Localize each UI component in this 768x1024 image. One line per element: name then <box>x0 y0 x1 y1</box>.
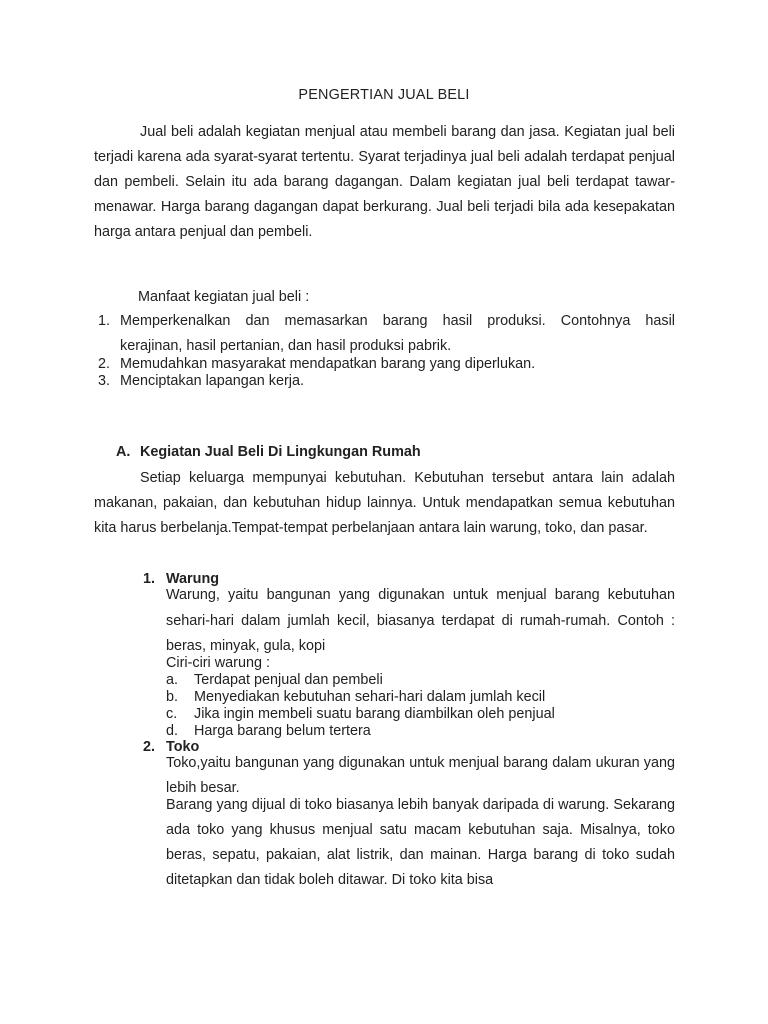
manfaat-item-1-number: 1. <box>98 313 111 329</box>
manfaat-item-2-number: 2. <box>98 356 111 372</box>
intro-text: Jual beli adalah kegiatan menjual atau membeli barang dan jasa. Kegiatan jual beli terjadi karena ada syarat-syarat tertentu. Syarat terjadinya jual beli adalah terdapat penjual dan pembeli. Selain itu ada barang dagangan. Dalam kegiatan jual beli terdapat tawar-menawar. Harga barang dagangan dapat berkurang. Jual beli terjadi bila ada kesepakatan harga antara penjual dan pembeli. <box>94 124 675 240</box>
warung-ciri-heading: Ciri-ciri warung : <box>166 655 270 671</box>
section-a-heading: Kegiatan Jual Beli Di Lingkungan Rumah <box>140 444 421 460</box>
warung-ciri-a-text: Terdapat penjual dan pembeli <box>194 672 383 688</box>
warung-ciri-c-text: Jika ingin membeli suatu barang diambilkan oleh penjual <box>194 706 555 722</box>
toko-description-2: Barang yang dijual di toko biasanya lebih banyak daripada di warung. Sekarang ada toko yang khusus menjual satu macam kebutuhan saja. Misalnya, toko beras, sepatu, pakaian, alat listrik, dan mainan. Harga barang di toko sudah ditetapkan dan tidak boleh ditawar. Di toko kita bisa <box>166 797 675 888</box>
warung-description: Warung, yaitu bangunan yang digunakan untuk menjual barang kebutuhan sehari-hari dalam jumlah kecil, biasanya terdapat di rumah-rumah. Contoh : beras, minyak, gula, kopi <box>166 587 675 654</box>
warung-number: 1. <box>143 571 156 587</box>
section-a-text: Setiap keluarga mempunyai kebutuhan. Kebutuhan tersebut antara lain adalah makanan, pakaian, dan kebutuhan hidup lainnya. Untuk mendapatkan semua kebutuhan kita harus berbelanja.Tempat-tempat perbelanjaan antara lain warung, toko, dan pasar. <box>94 470 675 536</box>
section-a-paragraph <box>94 466 675 541</box>
manfaat-item-1-line1: Memperkenalkan dan memasarkan barang hasil produksi. Contohnya hasil <box>120 313 675 329</box>
manfaat-heading: Manfaat kegiatan jual beli : <box>138 289 310 305</box>
warung-ciri-b-letter: b. <box>166 689 179 705</box>
toko-description-1: Toko,yaitu bangunan yang digunakan untuk menjual barang dalam ukuran yang lebih besar. <box>166 755 675 796</box>
warung-ciri-b-text: Menyediakan kebutuhan sehari-hari dalam jumlah kecil <box>194 689 546 705</box>
manfaat-item-3-text: Menciptakan lapangan kerja. <box>120 373 305 389</box>
manfaat-item-2-text: Memudahkan masyarakat mendapatkan barang yang diperlukan. <box>120 356 536 372</box>
manfaat-item-1-line2: kerajinan, hasil pertanian, dan hasil produksi pabrik. <box>120 338 452 354</box>
toko-heading: Toko <box>166 739 200 755</box>
manfaat-item-3-number: 3. <box>98 373 111 389</box>
toko-number: 2. <box>143 739 156 755</box>
intro-paragraph <box>94 120 675 245</box>
section-a-label: A. <box>116 444 131 460</box>
warung-ciri-d-letter: d. <box>166 723 179 739</box>
page-title: PENGERTIAN JUAL BELI <box>298 87 470 103</box>
warung-ciri-d-text: Harga barang belum tertera <box>194 723 371 739</box>
warung-heading: Warung <box>166 571 220 587</box>
warung-ciri-c-letter: c. <box>166 706 178 722</box>
warung-ciri-a-letter: a. <box>166 672 179 688</box>
